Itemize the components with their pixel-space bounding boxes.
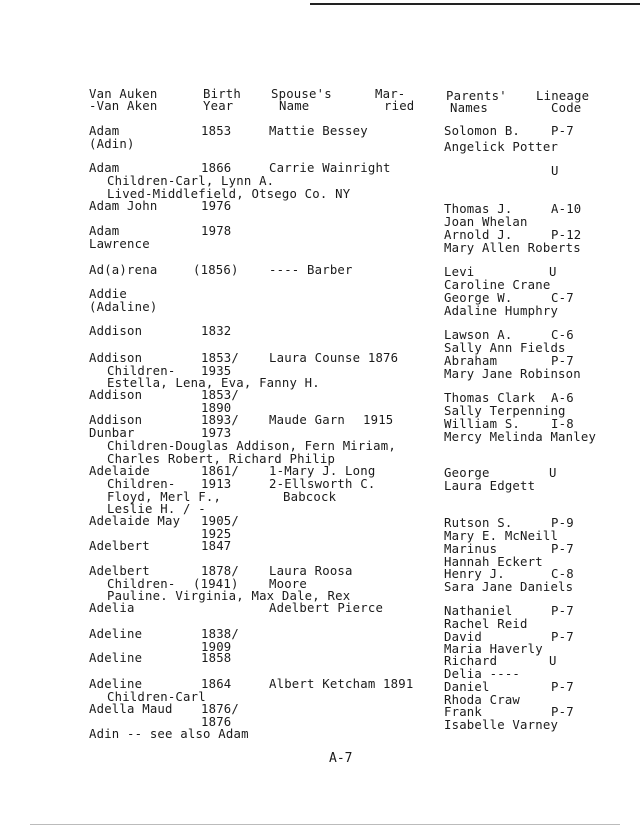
entry-text: Adelia [89, 601, 135, 615]
entry-text: Mary Jane Robinson [444, 367, 581, 381]
entry-text: Adeline [89, 651, 143, 665]
entry-text: 1893/ [201, 413, 240, 427]
entry-text: Estella, Lena, Eva, Fanny H. [107, 376, 320, 390]
header-parents-line-1: Parents' [446, 89, 507, 103]
entry-text: 1915 [363, 413, 394, 427]
header-parents-line-2: Names [450, 101, 489, 115]
entry-text: Adam [89, 124, 120, 138]
top-rule [310, 3, 640, 5]
entry-text: 1973 [201, 426, 232, 440]
entry-text: C-6 [551, 328, 574, 342]
entry-text: Laura Edgett [444, 479, 536, 493]
entry-text: Mary E. McNeill [444, 529, 559, 543]
entry-text: Hannah Eckert [444, 555, 543, 569]
entry-text: Richard [444, 654, 498, 668]
entry-text: Mary Allen Roberts [444, 241, 581, 255]
entry-text: 1864 [201, 677, 232, 691]
entry-text: Adeline [89, 627, 143, 641]
entry-text: (1856) [193, 263, 239, 277]
entry-text: George W. [444, 291, 513, 305]
entry-text: Children-Carl, Lynn A. [107, 174, 275, 188]
entry-text: 1876 [201, 715, 232, 729]
entry-text: Lawson A. [444, 328, 513, 342]
bottom-rule [30, 824, 620, 825]
header-name-line-2: -Van Aken [89, 99, 158, 113]
entry-text: David [444, 630, 483, 644]
entry-text: Charles Robert, Richard Philip [107, 452, 336, 466]
entry-text: Addison [89, 324, 143, 338]
entry-text: Adam John [89, 199, 158, 213]
entry-text: Sara Jane Daniels [444, 580, 574, 594]
entry-text: Albert Ketcham 1891 [269, 677, 414, 691]
entry-text: Laura Counse 1876 [269, 351, 399, 365]
header-birth-line-2: Year [203, 99, 234, 113]
entry-text: 1-Mary J. Long [269, 464, 376, 478]
entry-text: Addison [89, 388, 143, 402]
entry-text: P-7 [551, 604, 574, 618]
entry-text: Mattie Bessey [269, 124, 368, 138]
entry-text: U [549, 466, 557, 480]
entry-text: Adelbert [89, 564, 150, 578]
entry-text: I-8 [551, 417, 574, 431]
entry-text: Rhoda Craw [444, 693, 521, 707]
entry-text: 1890 [201, 401, 232, 415]
entry-text: 1853 [201, 124, 232, 138]
entry-text: Adaline Humphry [444, 304, 559, 318]
entry-text: Laura Roosa [269, 564, 353, 578]
entry-text: U [549, 654, 557, 668]
entry-text: 1978 [201, 224, 232, 238]
entry-text: Adam [89, 224, 120, 238]
entry-text: Carrie Wainright [269, 161, 391, 175]
entry-text: Adam [89, 161, 120, 175]
entry-text: U [551, 164, 559, 178]
entry-text: P-9 [551, 516, 574, 530]
entry-text: Adelaide [89, 464, 150, 478]
entry-text: A-6 [551, 391, 574, 405]
entry-text: 1847 [201, 539, 232, 553]
entry-text: 1913 [201, 477, 232, 491]
entry-text: Pauline. Virginia, Max Dale, Rex [107, 589, 351, 603]
entry-text: Addie [89, 287, 128, 301]
entry-text: Adelbert Pierce [269, 601, 384, 615]
entry-text: Maude Garn [269, 413, 346, 427]
entry-text: A-10 [551, 202, 582, 216]
header-birth-line-1: Birth [203, 87, 242, 101]
entry-text: William S. [444, 417, 521, 431]
entry-text: (Adaline) [89, 300, 158, 314]
entry-text: 1838/ [201, 627, 240, 641]
entry-text: Henry J. [444, 567, 505, 581]
entry-text: Children- [107, 364, 176, 378]
entry-text: Frank [444, 705, 483, 719]
entry-text: Babcock [283, 490, 337, 504]
entry-text: Ad(a)rena [89, 263, 158, 277]
entry-text: Marinus [444, 542, 498, 556]
entry-text: Solomon B. [444, 124, 521, 138]
entry-text: Isabelle Varney [444, 718, 559, 732]
entry-text: Moore [269, 577, 308, 591]
entry-text: Angelick Potter [444, 140, 559, 154]
entry-text: Rachel Reid [444, 617, 528, 631]
entry-text: Adelbert [89, 539, 150, 553]
entry-text: 1866 [201, 161, 232, 175]
entry-text: Sally Ann Fields [444, 341, 566, 355]
header-lineage-line-2: Code [551, 101, 582, 115]
entry-text: Adelaide May [89, 514, 181, 528]
entry-text: Lived-Middlefield, Otsego Co. NY [107, 187, 351, 201]
entry-text: Children-Douglas Addison, Fern Miriam, [107, 439, 396, 453]
entry-text: 1876/ [201, 702, 240, 716]
entry-text: 1878/ [201, 564, 240, 578]
entry-text: Abraham [444, 354, 498, 368]
entry-text: 1861/ [201, 464, 240, 478]
entry-text: 1853/ [201, 351, 240, 365]
entry-text: Dunbar [89, 426, 135, 440]
header-married-line-2: ried [384, 99, 415, 113]
entry-text: Addison [89, 351, 143, 365]
header-married-line-1: Mar- [375, 87, 406, 101]
entry-text: 1858 [201, 651, 232, 665]
entry-text: Adeline [89, 677, 143, 691]
entry-text: P-7 [551, 630, 574, 644]
entry-text: Children- [107, 577, 176, 591]
entry-text: Adella Maud [89, 702, 173, 716]
entry-text: Maria Haverly [444, 642, 543, 656]
header-spouse-line-1: Spouse's [271, 87, 332, 101]
entry-text: U [549, 265, 557, 279]
entry-text: Children- [107, 477, 176, 491]
entry-text: Levi [444, 265, 475, 279]
entry-text: (1941) [193, 577, 239, 591]
entry-text: P-7 [551, 124, 574, 138]
entry-text: Sally Terpenning [444, 404, 566, 418]
entry-text: 1853/ [201, 388, 240, 402]
entry-text: Delia ---- [444, 667, 521, 681]
entry-text: Thomas J. [444, 202, 513, 216]
entry-text: Mercy Melinda Manley [444, 430, 597, 444]
entry-text: 1905/ [201, 514, 240, 528]
entry-text: 1925 [201, 527, 232, 541]
entry-text: Floyd, Merl F., [107, 490, 222, 504]
entry-text: Joan Whelan [444, 215, 528, 229]
header-spouse-line-2: Name [279, 99, 310, 113]
entry-text: 2-Ellsworth C. [269, 477, 376, 491]
entry-text: George [444, 466, 490, 480]
entry-text: 1935 [201, 364, 232, 378]
entry-text: Addison [89, 413, 143, 427]
entry-text: Daniel [444, 680, 490, 694]
entry-text: Arnold J. [444, 228, 513, 242]
entry-text: Nathaniel [444, 604, 513, 618]
entry-text: C-7 [551, 291, 574, 305]
entry-text: Caroline Crane [444, 278, 551, 292]
entry-text: (Adin) [89, 137, 135, 151]
entry-text: 1976 [201, 199, 232, 213]
entry-text: Children-Carl [107, 690, 206, 704]
entry-text: 1832 [201, 324, 232, 338]
entry-text: Rutson S. [444, 516, 513, 530]
entry-text: P-7 [551, 354, 574, 368]
entry-text: P-7 [551, 680, 574, 694]
entry-text: P-7 [551, 705, 574, 719]
entry-text: C-8 [551, 567, 574, 581]
entry-text: Adin -- see also Adam [89, 727, 249, 741]
entry-text: P-7 [551, 542, 574, 556]
header-lineage-line-1: Lineage [536, 89, 590, 103]
entry-text: Lawrence [89, 237, 150, 251]
entry-text: ---- Barber [269, 263, 353, 277]
page-number: A-7 [329, 751, 353, 766]
entry-text: Leslie H. / - [107, 502, 206, 516]
entry-text: Thomas Clark [444, 391, 536, 405]
entry-text: P-12 [551, 228, 582, 242]
header-name-line-1: Van Auken [89, 87, 158, 101]
entry-text: 1909 [201, 640, 232, 654]
